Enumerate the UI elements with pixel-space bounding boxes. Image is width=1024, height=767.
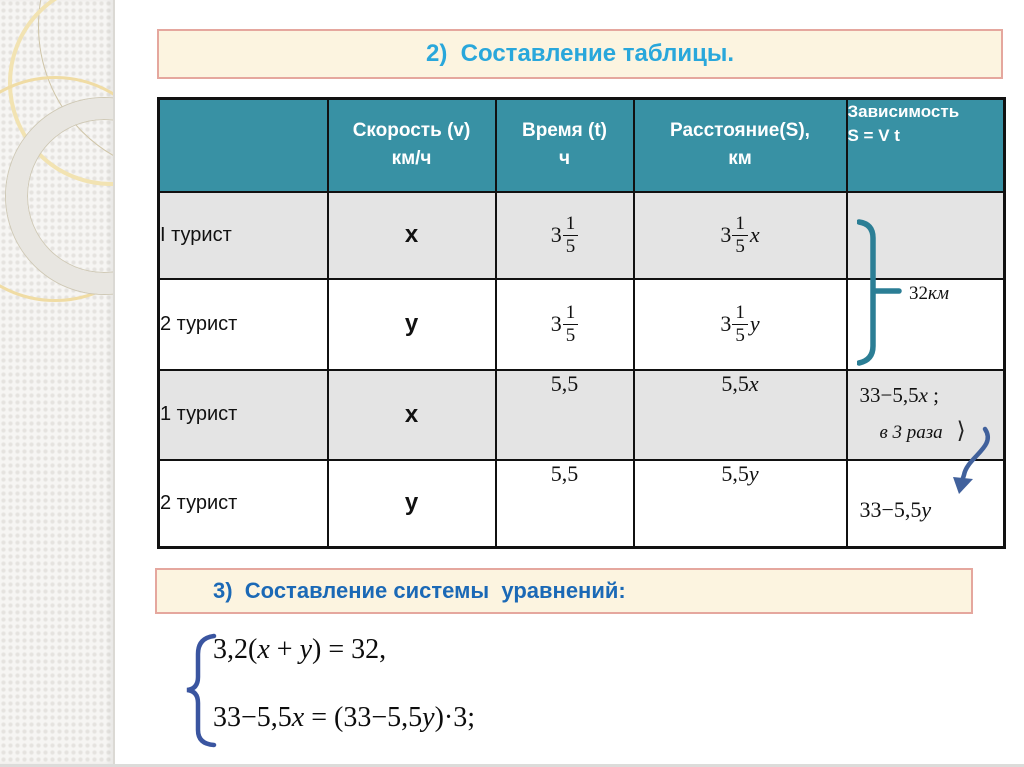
column-header-empty xyxy=(159,99,328,192)
dependency-cell xyxy=(847,460,1005,548)
equation-2: 33−5,5x = (33−5,5y)·3; xyxy=(213,702,476,733)
left-decoration-strip xyxy=(0,0,115,764)
header-distance-line1: Расстояние(S), xyxy=(670,119,810,141)
header-time-line1: Время (t) xyxy=(521,119,608,141)
table-row-tourist2-decimal xyxy=(159,460,1005,548)
fraction-denominator: 5 xyxy=(565,324,576,346)
time-cell xyxy=(496,279,634,370)
total-distance-annotation: 32км xyxy=(909,283,950,304)
time-cell: 5,5 xyxy=(496,460,634,548)
row-label-cell: 1 турист xyxy=(159,370,328,460)
row-label-cell: I турист xyxy=(159,192,328,279)
dependency-expression: 33−5,5x ; xyxy=(859,382,940,407)
distance-cell xyxy=(634,279,847,370)
header-time-line2: ч xyxy=(558,148,571,170)
dependency-expression: 33−5,5y xyxy=(859,496,932,522)
header-dependency-line2: S = V t xyxy=(847,125,900,145)
fraction-whole: 3 xyxy=(550,311,562,336)
fraction-denominator: 5 xyxy=(735,235,745,257)
fraction-variable: x xyxy=(749,222,760,247)
times-three-note xyxy=(880,418,1004,444)
table-row-tourist2-fraction xyxy=(159,279,1005,370)
column-header-time xyxy=(496,99,634,192)
row-label-cell: 2 турист xyxy=(159,460,328,548)
speed-cell: y xyxy=(328,279,496,370)
fraction-variable: y xyxy=(749,311,760,336)
fraction-numerator: 1 xyxy=(732,214,748,235)
fraction-denominator: 5 xyxy=(565,235,576,257)
speed-cell: x xyxy=(328,370,496,460)
table-row-tourist1-fraction xyxy=(159,192,1005,279)
mixed-fraction xyxy=(720,303,759,345)
speed-cell: x xyxy=(328,192,496,279)
table-row-tourist1-decimal xyxy=(159,370,1005,460)
distance-cell: 5,5x xyxy=(634,370,847,460)
distance-cell: 5,5y xyxy=(634,460,847,548)
header-dependency-line1: Зависимость xyxy=(847,102,960,121)
distance-cell xyxy=(634,192,847,279)
equation-1: 3,2(x + y) = 32, xyxy=(213,634,387,665)
column-header-dependency xyxy=(847,99,1005,192)
angle-mark: ⟩ xyxy=(956,417,966,443)
column-header-distance xyxy=(634,99,847,192)
tourists-table-wrap xyxy=(157,97,1003,547)
header-speed-line2: км/ч xyxy=(391,148,432,170)
fraction-numerator: 1 xyxy=(563,303,579,324)
fraction-whole: 3 xyxy=(720,222,732,247)
section-2-banner xyxy=(157,29,1003,79)
time-cell: 5,5 xyxy=(496,370,634,460)
fraction-whole: 3 xyxy=(550,222,562,247)
dependency-cell xyxy=(847,192,1005,279)
fraction-whole: 3 xyxy=(720,311,732,336)
fraction-numerator: 1 xyxy=(563,214,579,235)
tourists-table xyxy=(157,97,1006,549)
section-2-title: 2) Составление таблицы. xyxy=(425,40,735,67)
table-header-row xyxy=(159,99,1005,192)
time-cell xyxy=(496,192,634,279)
header-speed-line1: Скорость (v) xyxy=(352,119,471,141)
column-header-speed xyxy=(328,99,496,192)
mixed-fraction xyxy=(551,303,579,345)
section-3-title: 3) Составление системы уравнений: xyxy=(213,578,626,603)
header-distance-line2: км xyxy=(728,148,752,170)
times-three-label: в 3 раза xyxy=(879,421,943,443)
row-label-cell: 2 турист xyxy=(159,279,328,370)
mixed-fraction xyxy=(551,214,579,256)
dependency-cell xyxy=(847,370,1005,460)
fraction-denominator: 5 xyxy=(735,324,745,346)
speed-cell: y xyxy=(328,460,496,548)
fraction-numerator: 1 xyxy=(732,303,748,324)
section-3-banner xyxy=(155,568,973,614)
mixed-fraction xyxy=(720,214,759,256)
